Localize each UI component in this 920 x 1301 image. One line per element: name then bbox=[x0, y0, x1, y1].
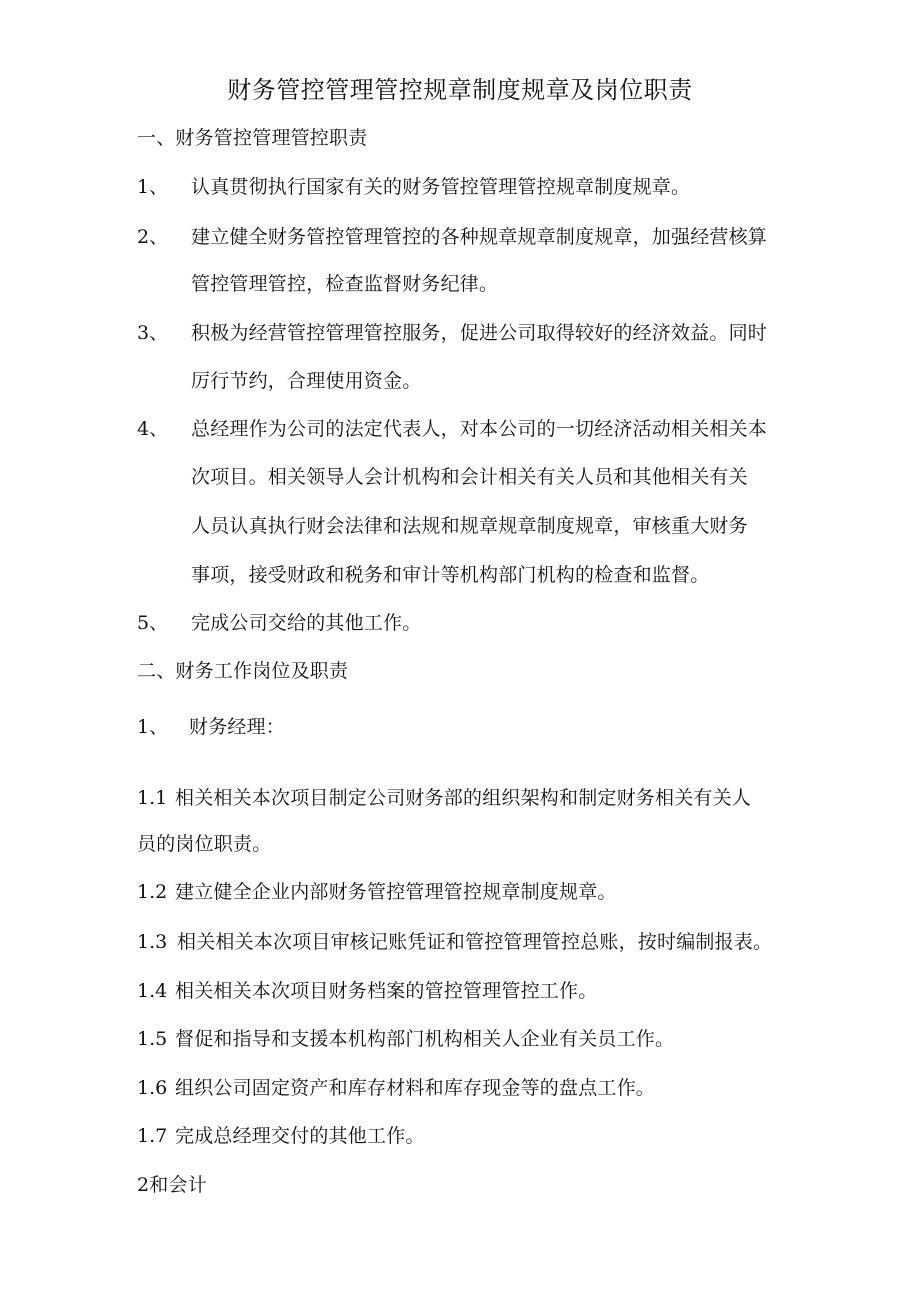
s2-sub-1-1-number: 1.1 bbox=[137, 787, 168, 809]
s1-item-4-line-1: 总经理作为公司的法定代表人，对本公司的一切经济活动相关相关本 bbox=[191, 418, 768, 440]
s1-item-3-line-1: 积极为经营管控管理管控服务，促进公司取得较好的经济效益。同时 bbox=[191, 322, 768, 344]
s2-sub-1-7-line-1: 完成总经理交付的其他工作。 bbox=[175, 1125, 425, 1147]
s1-item-1-line-1: 认真贯彻执行国家有关的财务管控管理管控规章制度规章。 bbox=[191, 176, 691, 198]
section-1-heading: 一、财务管控管理管控职责 bbox=[137, 127, 368, 149]
s1-item-4-line-2: 次项目。相关领导人会计机构和会计相关有关人员和其他相关有关 bbox=[191, 466, 748, 488]
s2-sub-1-4-number: 1.4 bbox=[137, 980, 168, 1002]
s1-item-5-number: 5、 bbox=[137, 612, 169, 634]
s2-sub-1-7-number: 1.7 bbox=[137, 1125, 168, 1147]
s2-item-2-heading: 2和会计 bbox=[137, 1174, 207, 1196]
s2-item-1-number: 1、 bbox=[137, 716, 169, 738]
s2-sub-1-1-line-1: 相关相关本次项目制定公司财务部的组织架构和制定财务相关有关人 bbox=[175, 787, 752, 809]
s2-sub-1-2-line-1: 建立健全企业内部财务管控管理管控规章制度规章。 bbox=[175, 881, 617, 903]
s2-sub-1-2-number: 1.2 bbox=[137, 881, 168, 903]
section-2-heading: 二、财务工作岗位及职责 bbox=[137, 660, 349, 682]
s2-item-1-text: 财务经理： bbox=[189, 716, 286, 738]
s2-sub-1-4-line-1: 相关相关本次项目财务档案的管控管理管控工作。 bbox=[175, 980, 598, 1002]
document-title: 财务管控管理管控规章制度规章及岗位职责 bbox=[227, 76, 693, 104]
s1-item-3-line-2: 厉行节约，合理使用资金。 bbox=[191, 370, 422, 392]
s1-item-4-line-3: 人员认真执行财会法律和法规和规章规章制度规章，审核重大财务 bbox=[191, 515, 748, 537]
s1-item-2-line-2: 管控管理管控，检查监督财务纪律。 bbox=[191, 273, 499, 295]
s2-sub-1-6-number: 1.6 bbox=[137, 1077, 168, 1099]
s2-sub-1-5-number: 1.5 bbox=[137, 1028, 168, 1050]
s1-item-2-line-1: 建立健全财务管控管理管控的各种规章规章制度规章，加强经营核算 bbox=[191, 226, 768, 248]
s2-sub-1-6-line-1: 组织公司固定资产和库存材料和库存现金等的盘点工作。 bbox=[175, 1077, 656, 1099]
s2-sub-1-3-number: 1.3 bbox=[137, 931, 168, 953]
s1-item-5-line-1: 完成公司交给的其他工作。 bbox=[191, 612, 422, 634]
s2-sub-1-5-line-1: 督促和指导和支援本机构部门机构相关人企业有关员工作。 bbox=[175, 1028, 675, 1050]
s1-item-4-line-4: 事项，接受财政和税务和审计等机构部门机构的检查和监督。 bbox=[191, 564, 710, 586]
s2-sub-1-3-line-1: 相关相关本次项目审核记账凭证和管控管理管控总账，按时编制报表。 bbox=[177, 931, 773, 953]
s1-item-1-number: 1、 bbox=[137, 176, 169, 198]
s1-item-2-number: 2、 bbox=[137, 226, 169, 248]
s2-sub-1-1-line-2: 员的岗位职责。 bbox=[137, 833, 272, 855]
s1-item-3-number: 3、 bbox=[137, 322, 169, 344]
s1-item-4-number: 4、 bbox=[137, 418, 169, 440]
